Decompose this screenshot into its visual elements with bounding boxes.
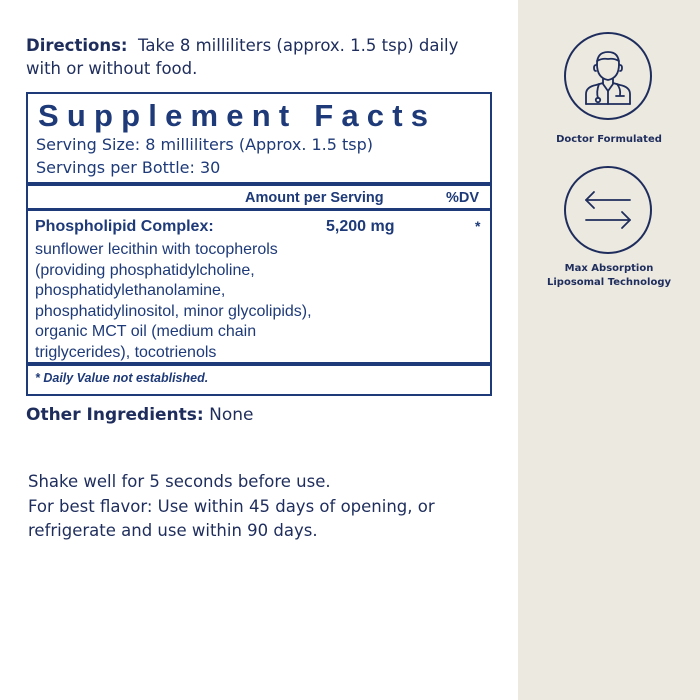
divider [28,362,490,366]
ingredient-description-line: triglycerides), tocotrienols [35,343,217,361]
directions-line-1: Take 8 milliliters (approx. 1.5 tsp) daily [138,36,459,55]
other-ingredients-value: None [209,405,254,425]
ingredient-dv: * [475,218,481,234]
ingredient-description-line: phosphatidylethanolamine, [35,282,226,299]
doctor-icon [564,32,652,120]
usage-note-line: refrigerate and use within 90 days. [28,521,318,540]
other-ingredients-label: Other Ingredients: [26,405,204,425]
ingredient-description-line: (providing phosphatidylcholine, [35,261,255,279]
doctor-formulated-badge [518,32,700,152]
badge-label-line: Doctor Formulated [556,134,662,145]
serving-size: Serving Size: 8 milliliters (Approx. 1.5 tsp) [36,135,374,154]
directions-line-2: with or without food. [26,59,198,78]
badge-label-line: Max Absorption [564,263,654,274]
ingredient-description-line: phosphatidylinositol, minor glycolipids), [35,302,312,320]
divider [28,182,490,186]
other-ingredients [26,405,253,425]
directions-text [26,34,496,80]
daily-value-header: %DV [446,190,480,206]
doctor-formulated-label [518,133,700,147]
supplement-facts-title: Supplement Facts [38,98,437,133]
servings-per-bottle: Servings per Bottle: 30 [36,158,221,177]
divider [28,208,490,211]
max-absorption-label [518,262,700,290]
ingredient-description-line: sunflower lecithin with tocopherols [35,241,278,258]
badge-label-line: Liposomal Technology [546,277,671,288]
usage-note-line: For best flavor: Use within 45 days of opening, or [28,496,435,516]
supplement-facts-panel [26,92,492,396]
directions-label: Directions: [26,36,128,55]
max-absorption-badge [518,166,700,296]
ingredient-description [35,240,475,363]
usage-notes [28,470,508,544]
usage-note-line: Shake well for 5 seconds before use. [28,472,331,491]
exchange-arrows-icon [564,166,652,254]
amount-per-serving-header: Amount per Serving [245,190,384,206]
ingredient-description-line: organic MCT oil (medium chain [35,323,257,340]
ingredient-amount: 5,200 mg [326,218,395,235]
ingredient-name: Phospholipid Complex: [35,218,214,235]
daily-value-footnote: * Daily Value not established. [35,371,209,385]
